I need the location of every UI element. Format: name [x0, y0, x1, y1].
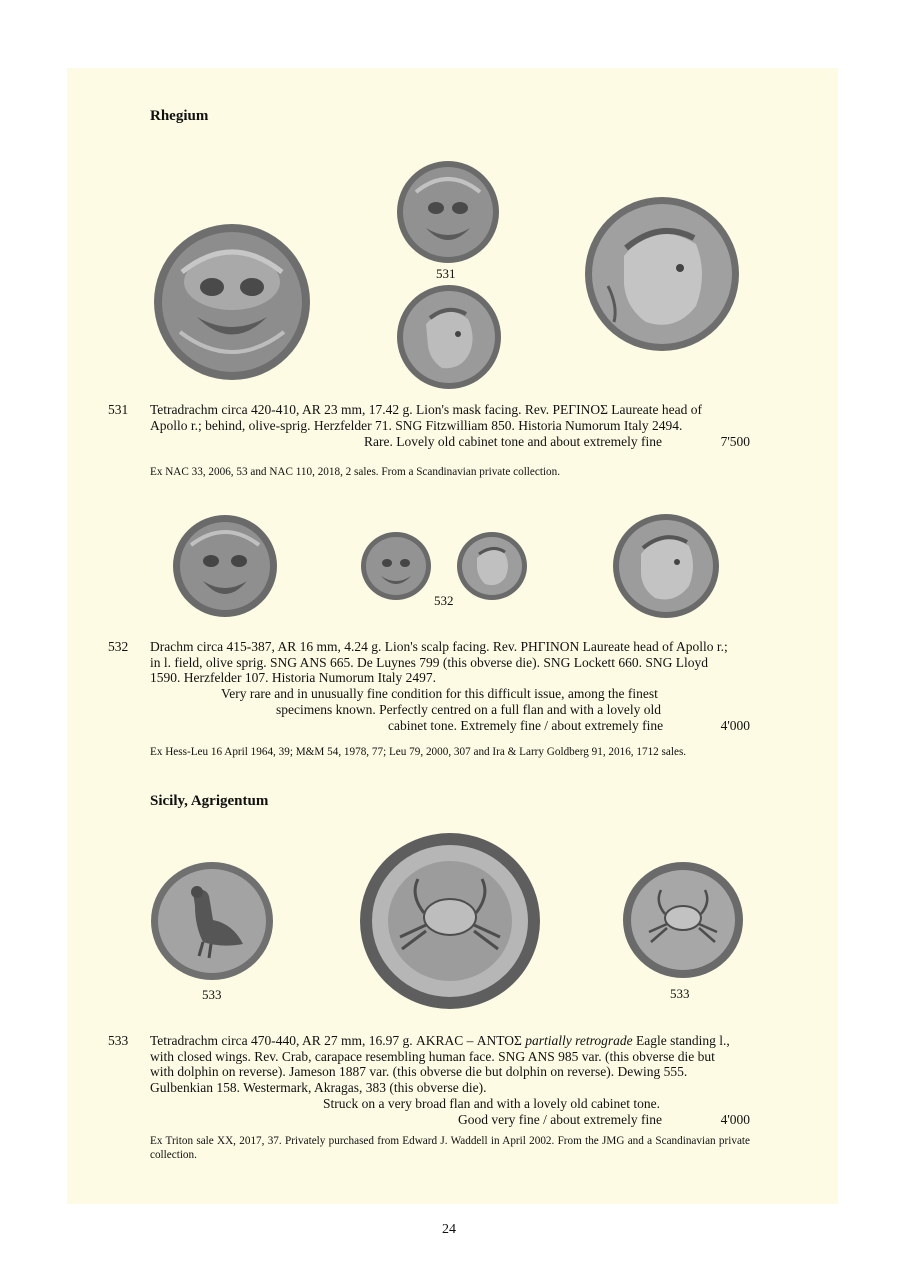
lot-532-image-label: 532	[434, 593, 454, 608]
lot-number-531: 531	[108, 402, 129, 417]
coin-532-reverse-small-image	[457, 532, 527, 600]
coin-531-obverse-small-image	[396, 160, 500, 264]
lot-532-description-line-3: 1590. Herzfelder 107. Historia Numorum Italy 2497.	[150, 670, 437, 685]
lot-531-estimate-price: 7'500	[720, 434, 750, 449]
lot-533-image-label-right: 533	[670, 986, 690, 1001]
lot-533-description-line-2: with closed wings. Rev. Crab, carapace resembling human face. SNG ANS 985 var. (this obverse die but	[150, 1048, 715, 1064]
lot-533-condition-remark-line-1: Struck on a very broad flan and with a lovely old cabinet tone.	[323, 1096, 661, 1111]
coin-531-obverse-lion-mask-image	[152, 222, 312, 382]
lot-532-estimate-price: 4'000	[720, 718, 750, 733]
lot-533-description-line-3: with dolphin on reverse). Jameson 1887 var. (this obverse die but dolphin on reverse). Dewing 555.	[150, 1064, 688, 1079]
coin-533-reverse-crab-large-image	[360, 833, 540, 1009]
lot-532-condition-remark-line-3: cabinet tone. Extremely fine / about extremely fine	[388, 718, 664, 733]
lot-533-description-line-1-text: Tetradrachm circa 470-440, AR 27 mm, 16.97 g. ΑΚRΑC – ΑΝΤΟΣ	[150, 1033, 522, 1048]
coin-533-obverse-eagle-image	[151, 862, 273, 980]
lot-531-description-line-2: Apollo r.; behind, olive-sprig. Herzfelder 71. SNG Fitzwilliam 850. Historia Numorum Italy 2494.	[150, 417, 683, 433]
lot-532-provenance: Ex Hess-Leu 16 April 1964, 39; M&M 54, 1978, 77; Leu 79, 2000, 307 and Ira & Larry Goldberg 91, 2016, 1712 sales.	[150, 746, 687, 758]
page-number: 24	[442, 1222, 456, 1237]
coin-531-reverse-apollo-head-image	[584, 196, 740, 352]
lot-531-description-line-1: Tetradrachm circa 420-410, AR 23 mm, 17.42 g. Lion's mask facing. Rev. ΡΕΓΙΝΟΣ Laureate head of	[150, 402, 702, 417]
coin-531-reverse-small-image	[396, 284, 502, 390]
coin-532-obverse-lion-scalp-image	[173, 515, 277, 617]
lot-533-description-italic-note: partially retrograde	[525, 1033, 633, 1048]
section-title-rhegium: Rhegium	[150, 108, 209, 124]
lot-533-description	[150, 1033, 750, 1095]
lot-533-provenance: Ex Triton sale XX, 2017, 37. Privately purchased from Edward J. Waddell in April 2002. From the JMG and a Scandinavian private collection.	[150, 1135, 750, 1161]
lot-533-description-line-4: Gulbenkian 158. Westermark, Akragas, 383 (this obverse die).	[150, 1079, 487, 1095]
lot-533-estimate-price: 4'000	[720, 1112, 750, 1127]
lot-531-image-label: 531	[436, 266, 456, 281]
lot-533-description-line-1	[150, 1033, 750, 1049]
lot-number-533: 533	[108, 1033, 129, 1048]
lot-532-condition-remark-line-1: Very rare and in unusually fine condition for this difficult issue, among the finest	[221, 686, 658, 701]
lot-531-condition-remark: Rare. Lovely old cabinet tone and about extremely fine	[364, 434, 663, 449]
lot-531-description	[150, 402, 750, 433]
lot-532-condition-remark-line-2: specimens known. Perfectly centred on a full flan and with a lovely old	[276, 702, 662, 717]
lot-533-description-line-1-end: Eagle standing l.,	[632, 1033, 730, 1048]
lot-531-provenance: Ex NAC 33, 2006, 53 and NAC 110, 2018, 2 sales. From a Scandinavian private collection.	[150, 466, 561, 478]
lot-532-description	[150, 639, 750, 686]
coin-532-obverse-small-image	[361, 532, 431, 600]
lot-533-image-label-left: 533	[202, 987, 222, 1002]
lot-533-condition-remark-line-2: Good very fine / about extremely fine	[458, 1112, 662, 1127]
lot-number-532: 532	[108, 639, 129, 654]
lot-532-description-line-2: in l. field, olive sprig. SNG ANS 665. De Luynes 799 (this obverse die). SNG Lockett 660. SNG Lloyd	[150, 654, 708, 670]
lot-532-description-line-1: Drachm circa 415-387, AR 16 mm, 4.24 g. Lion's scalp facing. Rev. ΡΗΓΙΝΟΝ Laureate head of Apollo r.;	[150, 639, 728, 654]
coin-533-reverse-crab-small-image	[623, 862, 743, 978]
section-title-sicily-agrigentum: Sicily, Agrigentum	[150, 793, 269, 809]
coin-532-reverse-apollo-head-image	[613, 514, 719, 618]
